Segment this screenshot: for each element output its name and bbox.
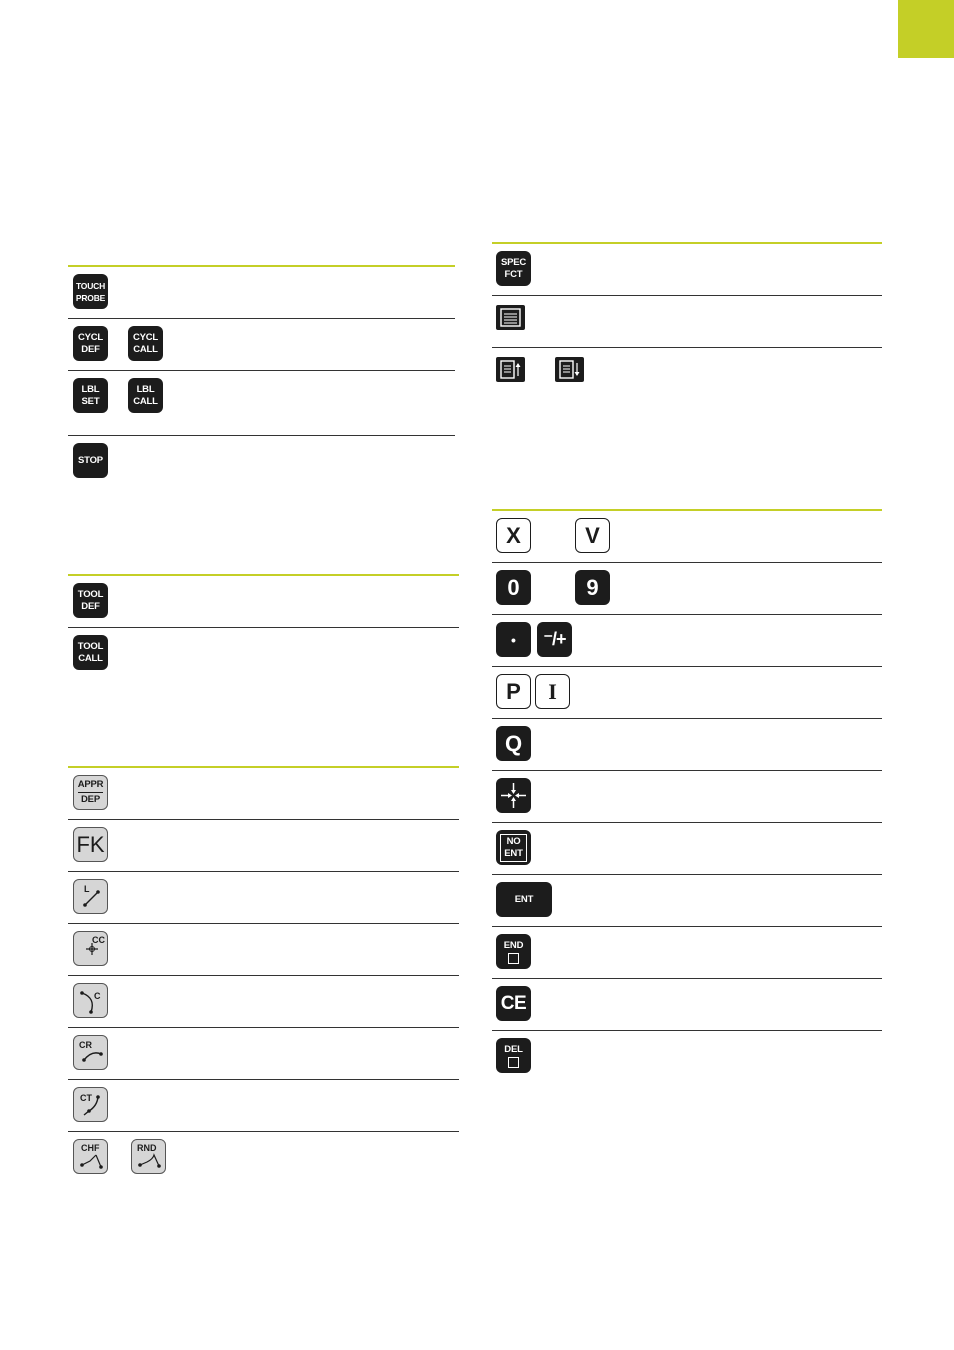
ce-key[interactable]: CE	[496, 986, 531, 1021]
row-circle-center	[68, 924, 459, 976]
rounding-key[interactable]: RND	[131, 1139, 166, 1174]
tool-def-key[interactable]: TOOL DEF	[73, 583, 108, 618]
circle-key[interactable]: C	[73, 983, 108, 1018]
row-stop	[68, 436, 455, 487]
row-end	[492, 927, 882, 979]
cycl-def-key[interactable]: CYCL DEF	[73, 326, 108, 361]
end-square-icon	[508, 953, 519, 964]
touch-probe-key[interactable]: TOUCH PROBE	[73, 274, 108, 309]
tool-section	[68, 574, 459, 679]
tool-call-key[interactable]: TOOL CALL	[73, 635, 108, 670]
row-no-ent	[492, 823, 882, 875]
row-touch-probe	[68, 267, 455, 319]
row-labels	[68, 371, 455, 436]
row-spec-fct	[492, 244, 882, 296]
page-up-icon[interactable]	[496, 357, 525, 382]
fk-key[interactable]: FK	[73, 827, 108, 862]
row-tool-def	[68, 576, 459, 628]
spec-fct-key[interactable]: SPEC FCT	[496, 251, 531, 286]
q-param-key[interactable]: Q	[496, 726, 531, 761]
row-circle-radius	[68, 1028, 459, 1080]
line-icon	[74, 880, 107, 913]
line-key[interactable]: L	[73, 879, 108, 914]
row-page	[492, 348, 882, 399]
digit-9-key[interactable]: 9	[575, 570, 610, 605]
cycl-call-key[interactable]: CYCL CALL	[128, 326, 163, 361]
program-icon[interactable]	[496, 305, 525, 330]
sign-toggle-key[interactable]: ⁻/+	[537, 622, 572, 657]
special-function-section	[492, 242, 882, 399]
row-chamfer-round	[68, 1132, 459, 1183]
ent-key[interactable]: ENT	[496, 882, 552, 917]
no-ent-key[interactable]: NO ENT	[496, 830, 531, 865]
row-program	[492, 296, 882, 348]
row-circle	[68, 976, 459, 1028]
actual-position-icon	[496, 778, 531, 813]
decimal-point-key[interactable]: •	[496, 622, 531, 657]
row-line	[68, 872, 459, 924]
lbl-set-key[interactable]: LBL SET	[73, 378, 108, 413]
row-decimal-sign	[492, 615, 882, 667]
appr-dep-key[interactable]: APPR DEP	[73, 775, 108, 810]
row-polar-incremental	[492, 667, 882, 719]
row-circle-tangent	[68, 1080, 459, 1132]
row-digits	[492, 563, 882, 615]
row-cycles	[68, 319, 455, 371]
row-fk	[68, 820, 459, 872]
path-function-section	[68, 766, 459, 1183]
row-ent	[492, 875, 882, 927]
page-down-icon[interactable]	[555, 357, 584, 382]
lbl-call-key[interactable]: LBL CALL	[128, 378, 163, 413]
row-del	[492, 1031, 882, 1082]
row-actual-position	[492, 771, 882, 823]
circle-tangent-key[interactable]: CT	[73, 1087, 108, 1122]
arc-icon	[74, 984, 107, 1017]
row-axis	[492, 511, 882, 563]
incremental-i-key[interactable]: I	[535, 674, 570, 709]
end-key[interactable]: END	[496, 934, 531, 969]
del-key[interactable]: DEL	[496, 1038, 531, 1073]
del-square-icon	[508, 1057, 519, 1068]
circle-radius-key[interactable]: CR	[73, 1035, 108, 1070]
row-q	[492, 719, 882, 771]
row-appr-dep	[68, 768, 459, 820]
axis-v-key[interactable]: V	[575, 518, 610, 553]
row-tool-call	[68, 628, 459, 679]
input-section	[492, 509, 882, 1082]
row-ce	[492, 979, 882, 1031]
circle-center-key[interactable]: CC	[73, 931, 108, 966]
digit-0-key[interactable]: 0	[496, 570, 531, 605]
axis-x-key[interactable]: X	[496, 518, 531, 553]
polar-p-key[interactable]: P	[496, 674, 531, 709]
probe-cycle-section	[68, 265, 455, 487]
chamfer-key[interactable]: CHF	[73, 1139, 108, 1174]
chapter-tab	[898, 0, 954, 58]
stop-key[interactable]: STOP	[73, 443, 108, 478]
actual-position-key[interactable]	[496, 778, 531, 813]
